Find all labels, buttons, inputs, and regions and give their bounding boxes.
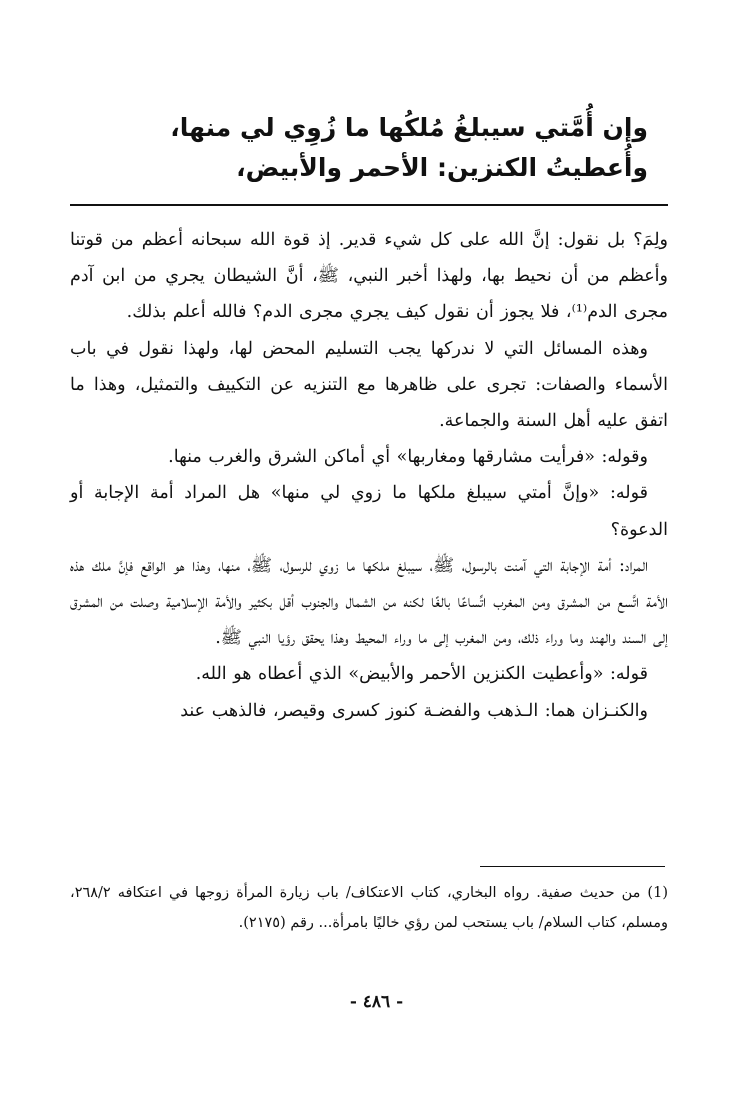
paragraph-7: والكنـزان هما: الـذهب والفضـة كنوز كسرى وقيصر، فالذهب عند [180, 700, 648, 721]
footnotes [70, 878, 668, 938]
paragraph-4: قوله: «وإنَّ أمتي سيبلغ ملكها ما زوي لي منها» هل المراد أمة الإجابة أو الدعوة؟ [70, 483, 668, 540]
heading-divider [70, 204, 668, 206]
paragraph-6: قوله: «وأعطيت الكنزين الأحمر والأبيض» الذي أعطاه هو الله. [195, 664, 648, 685]
page-number: - ٤٨٦ - [349, 992, 404, 1012]
heading-line-2: وأُعطيتُ الكنزين: الأحمر والأبيض، [236, 153, 648, 182]
paragraph-1: ولِمَ؟ بل نقول: إنَّ الله على كل شيء قدير. إذ قوة الله سبحانه أعظم من قوتنا وأعظم من أن نحيط بها، ولهذا أخبر النبي، ﷺ، أنَّ الشيطان يجري من ابن آدم مجرى الدم⁽¹⁾، فلا يجوز أن نقول كيف يجري مجرى الدم؟ فالله أعلم بذلك. [70, 230, 668, 323]
heading-line-1: وإن أُمَّتي سيبلغُ مُلكُها ما زُوِي لي منها، [170, 113, 648, 142]
paragraph-3: وقوله: «فرأيت مشارقها ومغاربها» أي أماكن الشرق والغرب منها. [168, 447, 648, 468]
page-content [70, 108, 668, 729]
footnote-divider [480, 866, 665, 867]
paragraph-5: المراد: أمة الإجابة التي آمنت بالرسول، ﷺ، سيبلغ ملكها ما زوي للرسول، ﷺ، منها، وهذا هو الواقع فإنَّ ملك هذه الأمة اتَّسع من المشرق ومن المغرب اتِّساعًا بالغًا لكنه من الشمال والجنوب أقل بكثير والأمة الإسلامية وصلت من المشرق إلى السند والهند وما وراء ذلك، ومن المغرب إلى ما وراء المحيط وهذا يحقق رؤيا النبي ﷺ. [70, 555, 668, 649]
hadith-heading [70, 108, 668, 188]
paragraph-2: وهذه المسائل التي لا ندركها يجب التسليم المحض لها، ولهذا نقول في باب الأسماء والصفات: تجرى على ظاهرها مع التنزيه عن التكييف والتمثيل، وهذا ما اتفق عليه أهل السنة والجماعة. [70, 338, 668, 432]
commentary-body [70, 222, 668, 729]
footnote-1: (1) من حديث صفية. رواه البخاري، كتاب الاعتكاف/ باب زيارة المرأة زوجها في اعتكافه ٢٦٨/٢، ومسلم، كتاب السلام/ باب يستحب لمن رؤي خاليًا بامرأة... رقم (٢١٧٥). [70, 885, 669, 931]
